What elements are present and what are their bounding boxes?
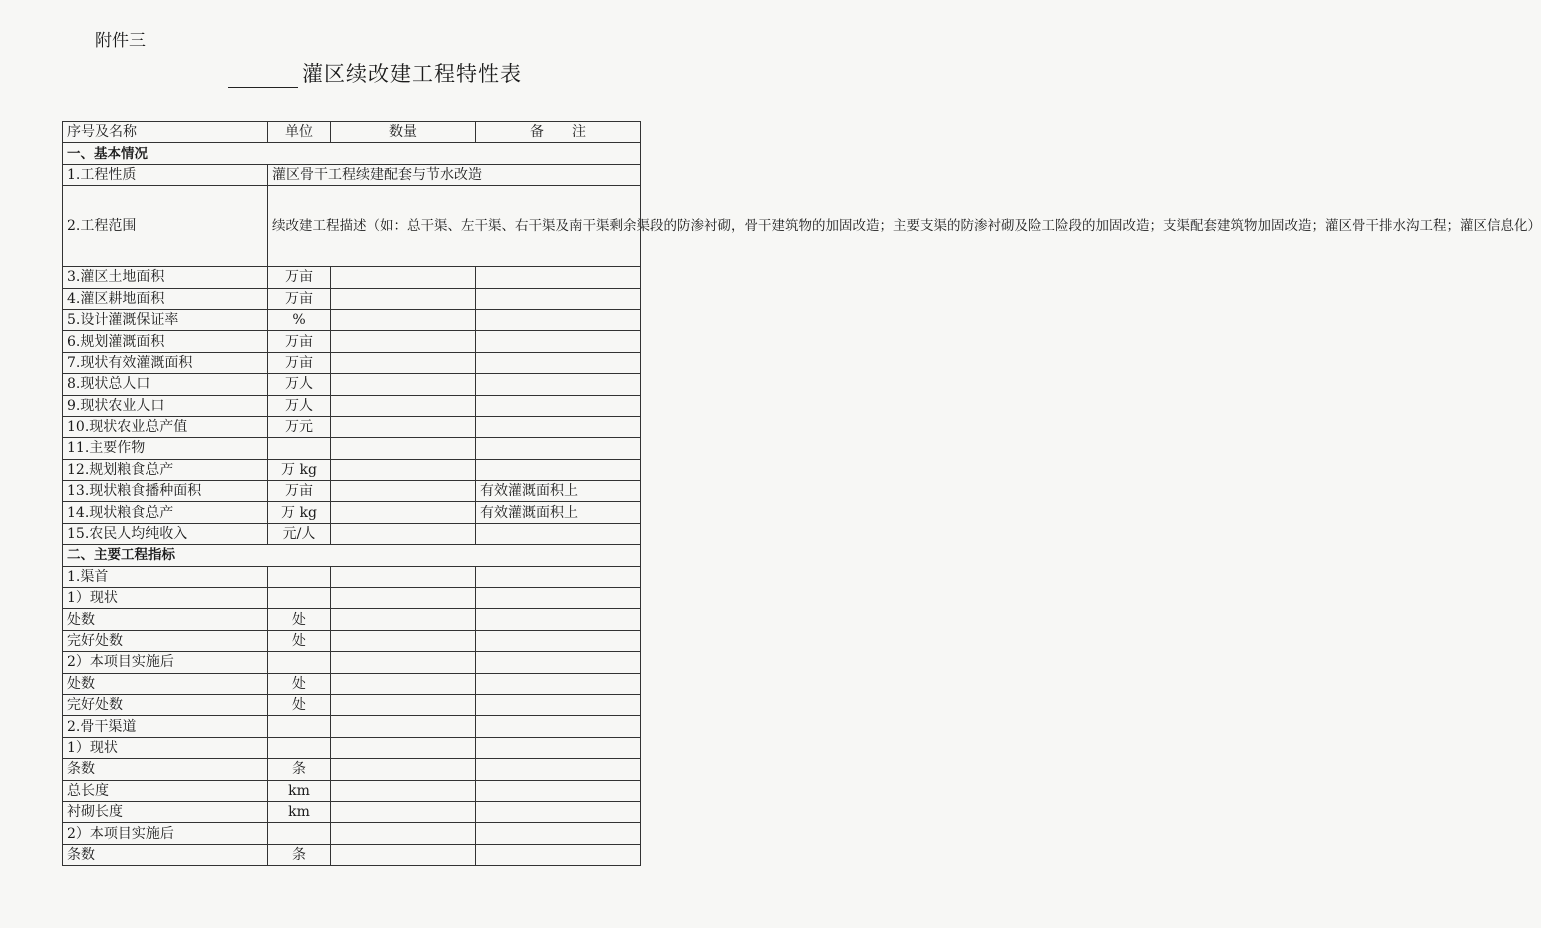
- row-name: 12.规划粮食总产: [63, 459, 268, 480]
- row-quantity: [331, 630, 476, 651]
- table-row: [63, 352, 641, 373]
- table-row: [63, 481, 641, 502]
- row-unit: 万亩: [268, 288, 331, 309]
- row-quantity: [331, 309, 476, 330]
- row-remark: [476, 609, 641, 630]
- row-desc: 续改建工程描述（如：总干渠、左干渠、右干渠及南干渠剩余渠段的防渗衬砌，骨干建筑物的加固改造；主要支渠的防渗衬砌及险工险段的加固改造；支渠配套建筑物加固改造；灌区骨干排水沟工程；灌区信息化）: [268, 186, 641, 267]
- row-name: 1）现状: [63, 588, 268, 609]
- row-quantity: [331, 588, 476, 609]
- row-remark: [476, 416, 641, 437]
- table-row: [63, 673, 641, 694]
- row-name: 2.工程范围: [63, 186, 268, 267]
- header-name: 序号及名称: [63, 122, 268, 143]
- row-name: 1.渠首: [63, 566, 268, 587]
- table-row: [63, 523, 641, 544]
- row-unit: 万亩: [268, 352, 331, 373]
- row-remark: [476, 780, 641, 801]
- row-remark: [476, 844, 641, 865]
- section-row: [63, 545, 641, 566]
- row-unit: 元/人: [268, 523, 331, 544]
- row-name: 2）本项目实施后: [63, 652, 268, 673]
- row-quantity: [331, 673, 476, 694]
- row-quantity: [331, 267, 476, 288]
- row-remark: [476, 309, 641, 330]
- title-wrap: [228, 58, 522, 88]
- table-row: [63, 609, 641, 630]
- row-unit: [268, 566, 331, 587]
- row-remark: [476, 588, 641, 609]
- row-unit: 万 kg: [268, 502, 331, 523]
- table-row: [63, 186, 641, 267]
- row-unit: km: [268, 780, 331, 801]
- row-name: 8.现状总人口: [63, 374, 268, 395]
- row-quantity: [331, 694, 476, 715]
- table-row: [63, 823, 641, 844]
- section-row: [63, 143, 641, 164]
- row-remark: [476, 395, 641, 416]
- row-quantity: [331, 352, 476, 373]
- row-unit: 条: [268, 844, 331, 865]
- row-remark: [476, 374, 641, 395]
- section-indicators: 二、主要工程指标: [63, 545, 641, 566]
- row-quantity: [331, 844, 476, 865]
- table-row: [63, 395, 641, 416]
- row-quantity: [331, 438, 476, 459]
- row-remark: [476, 331, 641, 352]
- table-row: [63, 502, 641, 523]
- header-row: [63, 122, 641, 143]
- row-remark: 有效灌溉面积上: [476, 502, 641, 523]
- row-name: 4.灌区耕地面积: [63, 288, 268, 309]
- row-quantity: [331, 780, 476, 801]
- row-quantity: [331, 374, 476, 395]
- row-unit: [268, 823, 331, 844]
- row-name: 衬砌长度: [63, 801, 268, 822]
- header-remark: 备 注: [476, 122, 641, 143]
- table-row: [63, 716, 641, 737]
- row-quantity: [331, 459, 476, 480]
- row-unit: [268, 652, 331, 673]
- row-remark: [476, 652, 641, 673]
- row-unit: 万亩: [268, 331, 331, 352]
- row-remark: [476, 694, 641, 715]
- row-unit: 万亩: [268, 267, 331, 288]
- row-remark: [476, 267, 641, 288]
- attachment-label: 附件三: [95, 31, 146, 51]
- row-unit: 万亩: [268, 481, 331, 502]
- row-name: 3.灌区土地面积: [63, 267, 268, 288]
- row-remark: [476, 716, 641, 737]
- row-remark: [476, 288, 641, 309]
- table-row: [63, 374, 641, 395]
- page-title: 灌区续改建工程特性表: [302, 62, 522, 86]
- row-quantity: [331, 502, 476, 523]
- row-remark: [476, 438, 641, 459]
- row-name: 5.设计灌溉保证率: [63, 309, 268, 330]
- table-row: [63, 416, 641, 437]
- row-desc: 灌区骨干工程续建配套与节水改造: [268, 164, 641, 185]
- row-unit: 万元: [268, 416, 331, 437]
- row-name: 完好处数: [63, 694, 268, 715]
- row-quantity: [331, 823, 476, 844]
- row-name: 13.现状粮食播种面积: [63, 481, 268, 502]
- row-quantity: [331, 331, 476, 352]
- row-name: 7.现状有效灌溉面积: [63, 352, 268, 373]
- table-row: [63, 630, 641, 651]
- row-remark: [476, 459, 641, 480]
- row-unit: 处: [268, 609, 331, 630]
- row-quantity: [331, 416, 476, 437]
- row-unit: 处: [268, 694, 331, 715]
- table-row: [63, 737, 641, 758]
- row-quantity: [331, 395, 476, 416]
- table-row: [63, 331, 641, 352]
- row-quantity: [331, 566, 476, 587]
- title-blank-line: [228, 63, 298, 88]
- row-unit: 万人: [268, 374, 331, 395]
- row-name: 完好处数: [63, 630, 268, 651]
- table-row: [63, 267, 641, 288]
- row-name: 6.规划灌溉面积: [63, 331, 268, 352]
- row-name: 11.主要作物: [63, 438, 268, 459]
- table-row: [63, 164, 641, 185]
- row-quantity: [331, 288, 476, 309]
- row-unit: [268, 737, 331, 758]
- row-name: 14.现状粮食总产: [63, 502, 268, 523]
- row-quantity: [331, 652, 476, 673]
- row-remark: [476, 801, 641, 822]
- table-row: [63, 288, 641, 309]
- row-name: 1.工程性质: [63, 164, 268, 185]
- row-name: 条数: [63, 844, 268, 865]
- row-name: 9.现状农业人口: [63, 395, 268, 416]
- row-quantity: [331, 759, 476, 780]
- row-quantity: [331, 609, 476, 630]
- table-row: [63, 780, 641, 801]
- row-quantity: [331, 737, 476, 758]
- row-name: 处数: [63, 609, 268, 630]
- characteristics-table: [62, 121, 1541, 866]
- row-name: 10.现状农业总产值: [63, 416, 268, 437]
- header-unit: 单位: [268, 122, 331, 143]
- row-name: 2.骨干渠道: [63, 716, 268, 737]
- section-basic: 一、基本情况: [63, 143, 641, 164]
- row-remark: 有效灌溉面积上: [476, 481, 641, 502]
- row-remark: [476, 673, 641, 694]
- row-unit: [268, 716, 331, 737]
- row-remark: [476, 523, 641, 544]
- row-unit: 处: [268, 673, 331, 694]
- row-name: 1）现状: [63, 737, 268, 758]
- table-row: [63, 759, 641, 780]
- row-quantity: [331, 716, 476, 737]
- table-row: [63, 309, 641, 330]
- row-remark: [476, 566, 641, 587]
- header-quantity: 数量: [331, 122, 476, 143]
- row-quantity: [331, 481, 476, 502]
- row-remark: [476, 630, 641, 651]
- row-unit: 万 kg: [268, 459, 331, 480]
- row-name: 条数: [63, 759, 268, 780]
- row-name: 总长度: [63, 780, 268, 801]
- row-unit: 万人: [268, 395, 331, 416]
- row-remark: [476, 823, 641, 844]
- table-row: [63, 438, 641, 459]
- row-remark: [476, 737, 641, 758]
- row-unit: km: [268, 801, 331, 822]
- row-remark: [476, 759, 641, 780]
- table-row: [63, 588, 641, 609]
- table-row: [63, 566, 641, 587]
- row-remark: [476, 352, 641, 373]
- table-row: [63, 459, 641, 480]
- row-quantity: [331, 523, 476, 544]
- table-row: [63, 652, 641, 673]
- row-unit: %: [268, 309, 331, 330]
- table-row: [63, 801, 641, 822]
- row-unit: [268, 438, 331, 459]
- row-name: 处数: [63, 673, 268, 694]
- row-unit: [268, 588, 331, 609]
- row-quantity: [331, 801, 476, 822]
- row-unit: 处: [268, 630, 331, 651]
- row-name: 2）本项目实施后: [63, 823, 268, 844]
- row-name: 15.农民人均纯收入: [63, 523, 268, 544]
- row-unit: 条: [268, 759, 331, 780]
- table-row: [63, 694, 641, 715]
- table-row: [63, 844, 641, 865]
